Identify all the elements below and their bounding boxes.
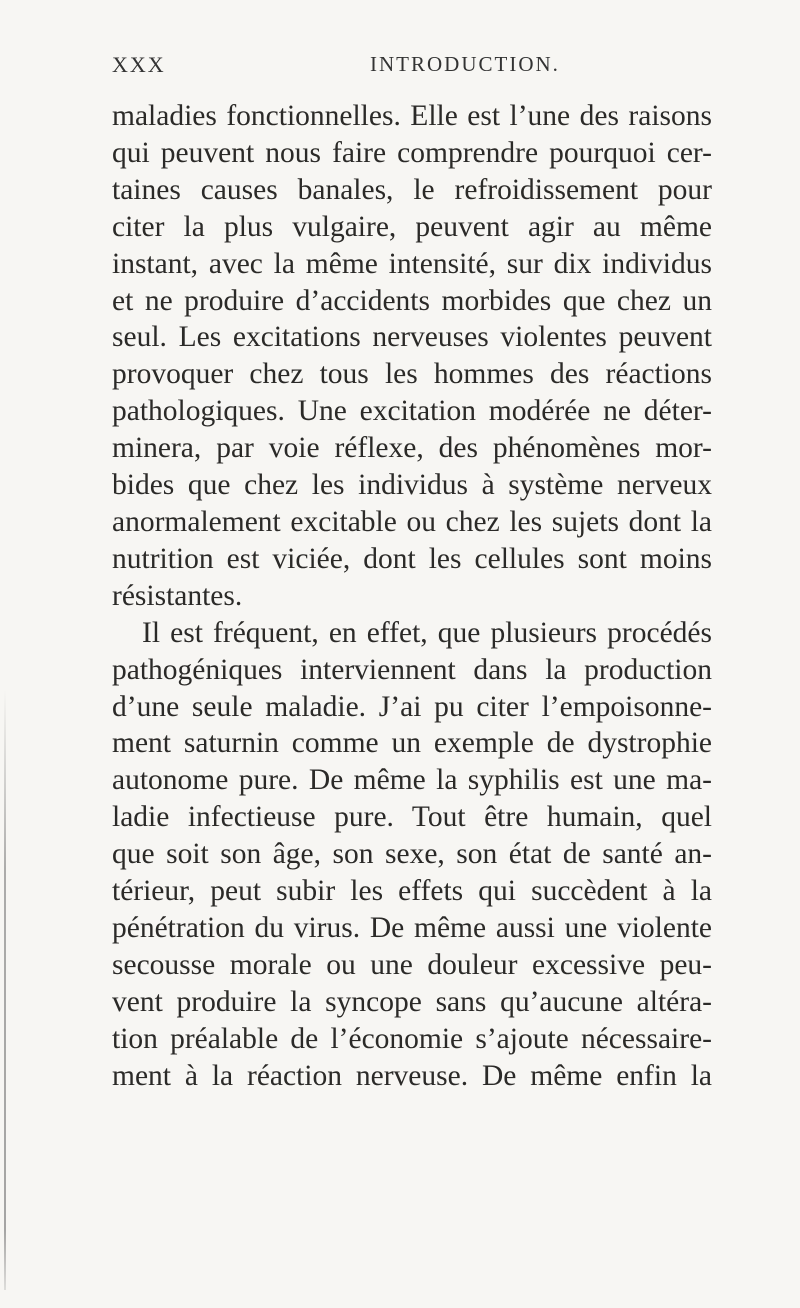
- body-text: [112, 98, 712, 1094]
- text-line: autonome pure. De même la syphilis est une ma-: [112, 764, 712, 797]
- text-line: nutrition est viciée, dont les cellules sont moins: [112, 542, 712, 575]
- page-number: XXX: [112, 52, 166, 77]
- page-header: [112, 52, 672, 82]
- text-line: Il est fréquent, en effet, que plusieurs procédés: [142, 616, 712, 649]
- text-line: secousse morale ou une douleur excessive peu-: [112, 948, 712, 981]
- text-line: et ne produire d’accidents morbides que chez un: [112, 284, 712, 317]
- running-title: INTRODUCTION.: [370, 52, 560, 76]
- text-line: qui peuvent nous faire comprendre pourquoi cer-: [112, 136, 712, 169]
- text-line: anormalement excitable ou chez les sujets dont la: [112, 505, 712, 538]
- text-line: instant, avec la même intensité, sur dix individus: [112, 247, 712, 280]
- text-line: seul. Les excitations nerveuses violentes peuvent: [112, 321, 712, 354]
- text-line: maladies fonctionnelles. Elle est l’une des raisons: [112, 100, 712, 132]
- text-line: résistantes.: [112, 579, 243, 612]
- text-line: vent produire la syncope sans qu’aucune altéra-: [112, 985, 712, 1018]
- text-line: tion préalable de l’économie s’ajoute nécessaire-: [112, 1022, 712, 1055]
- text-line: citer la plus vulgaire, peuvent agir au même: [112, 210, 712, 243]
- text-line: provoquer chez tous les hommes des réactions: [112, 358, 712, 391]
- text-line: taines causes banales, le refroidissement pour: [112, 173, 712, 206]
- text-line: pathologiques. Une excitation modérée ne déter-: [112, 395, 712, 428]
- text-line: pénétration du virus. De même aussi une violente: [112, 911, 712, 944]
- text-line: térieur, peut subir les effets qui succèdent à la: [112, 875, 712, 908]
- page-edge-shadow: [4, 690, 6, 1290]
- text-line: ladie infectieuse pure. Tout être humain, quel: [112, 801, 712, 834]
- text-line: pathogéniques interviennent dans la production: [112, 653, 712, 686]
- text-line: d’une seule maladie. J’ai pu citer l’empoisonne-: [112, 690, 712, 723]
- text-line: que soit son âge, son sexe, son état de santé an-: [112, 838, 712, 871]
- text-line: ment saturnin comme un exemple de dystrophie: [112, 727, 712, 760]
- text-line: bides que chez les individus à système nerveux: [112, 469, 712, 502]
- text-line: minera, par voie réflexe, des phénomènes mor-: [112, 432, 712, 465]
- text-line: ment à la réaction nerveuse. De même enfin la: [112, 1059, 712, 1092]
